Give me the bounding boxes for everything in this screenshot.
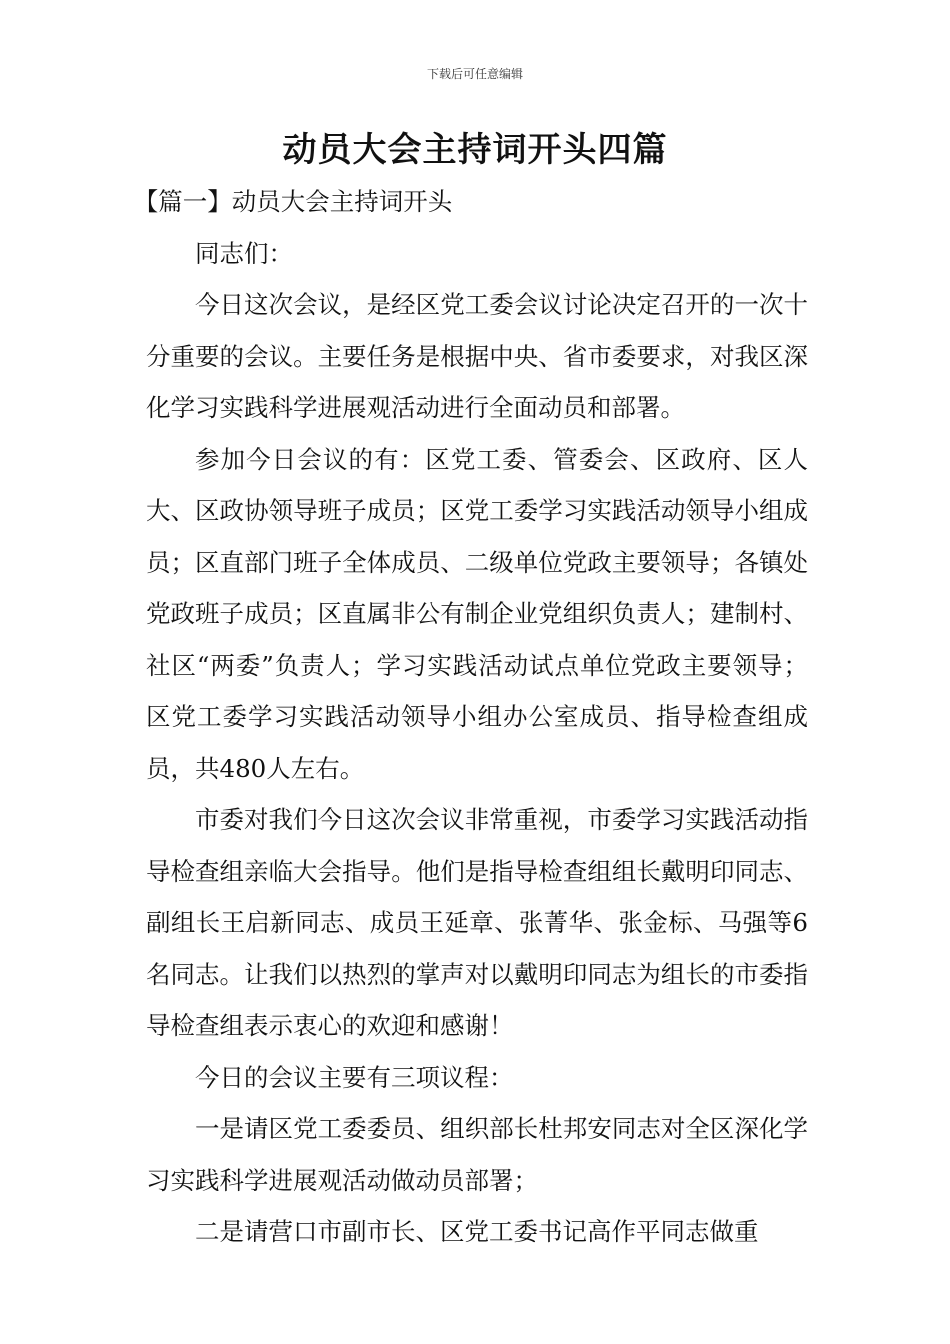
paragraph-salutation: 同志们：	[195, 238, 293, 268]
paragraph-agenda-item-1: 一是请区党工委委员、组织部长杜邦安同志对全区深化学习实践科学进展观活动做动员部署；	[146, 1114, 808, 1195]
paragraph-meeting-purpose: 今日这次会议，是经区党工委会议讨论决定召开的一次十分重要的会议。主要任务是根据中央、省市委要求，对我区深化学习实践科学进展观活动进行全面动员和部署。	[146, 290, 808, 422]
paragraph-agenda-item-2: 二是请营口市副市长、区党工委书记高作平同志做重	[195, 1217, 759, 1246]
section-heading: 【篇一】动员大会主持词开头	[133, 187, 453, 216]
document-body	[133, 176, 808, 1258]
paragraph-inspection-group: 市委对我们今日这次会议非常重视，市委学习实践活动指导检查组亲临大会指导。他们是指导检查组组长戴明印同志、副组长王启新同志、成员王延章、张菁华、张金标、马强等6名同志。让我们以热烈的掌声对以戴明印同志为组长的市委指导检查组表示衷心的欢迎和感谢！	[146, 805, 808, 1040]
paragraph-agenda-intro: 今日的会议主要有三项议程：	[195, 1062, 514, 1092]
page-title: 动员大会主持词开头四篇	[282, 130, 668, 170]
header-note: 下载后可任意编辑	[426, 67, 523, 81]
paragraph-attendees: 参加今日会议的有：区党工委、管委会、区政府、区人大、区政协领导班子成员；区党工委学习实践活动领导小组成员；区直部门班子全体成员、二级单位党政主要领导；各镇处党政班子成员；区直属非公有制企业党组织负责人；建制村、社区“两委”负责人；学习实践活动试点单位党政主要领导；区党工委学习实践活动领导小组办公室成员、指导检查组成员，共480人左右。	[146, 444, 808, 783]
